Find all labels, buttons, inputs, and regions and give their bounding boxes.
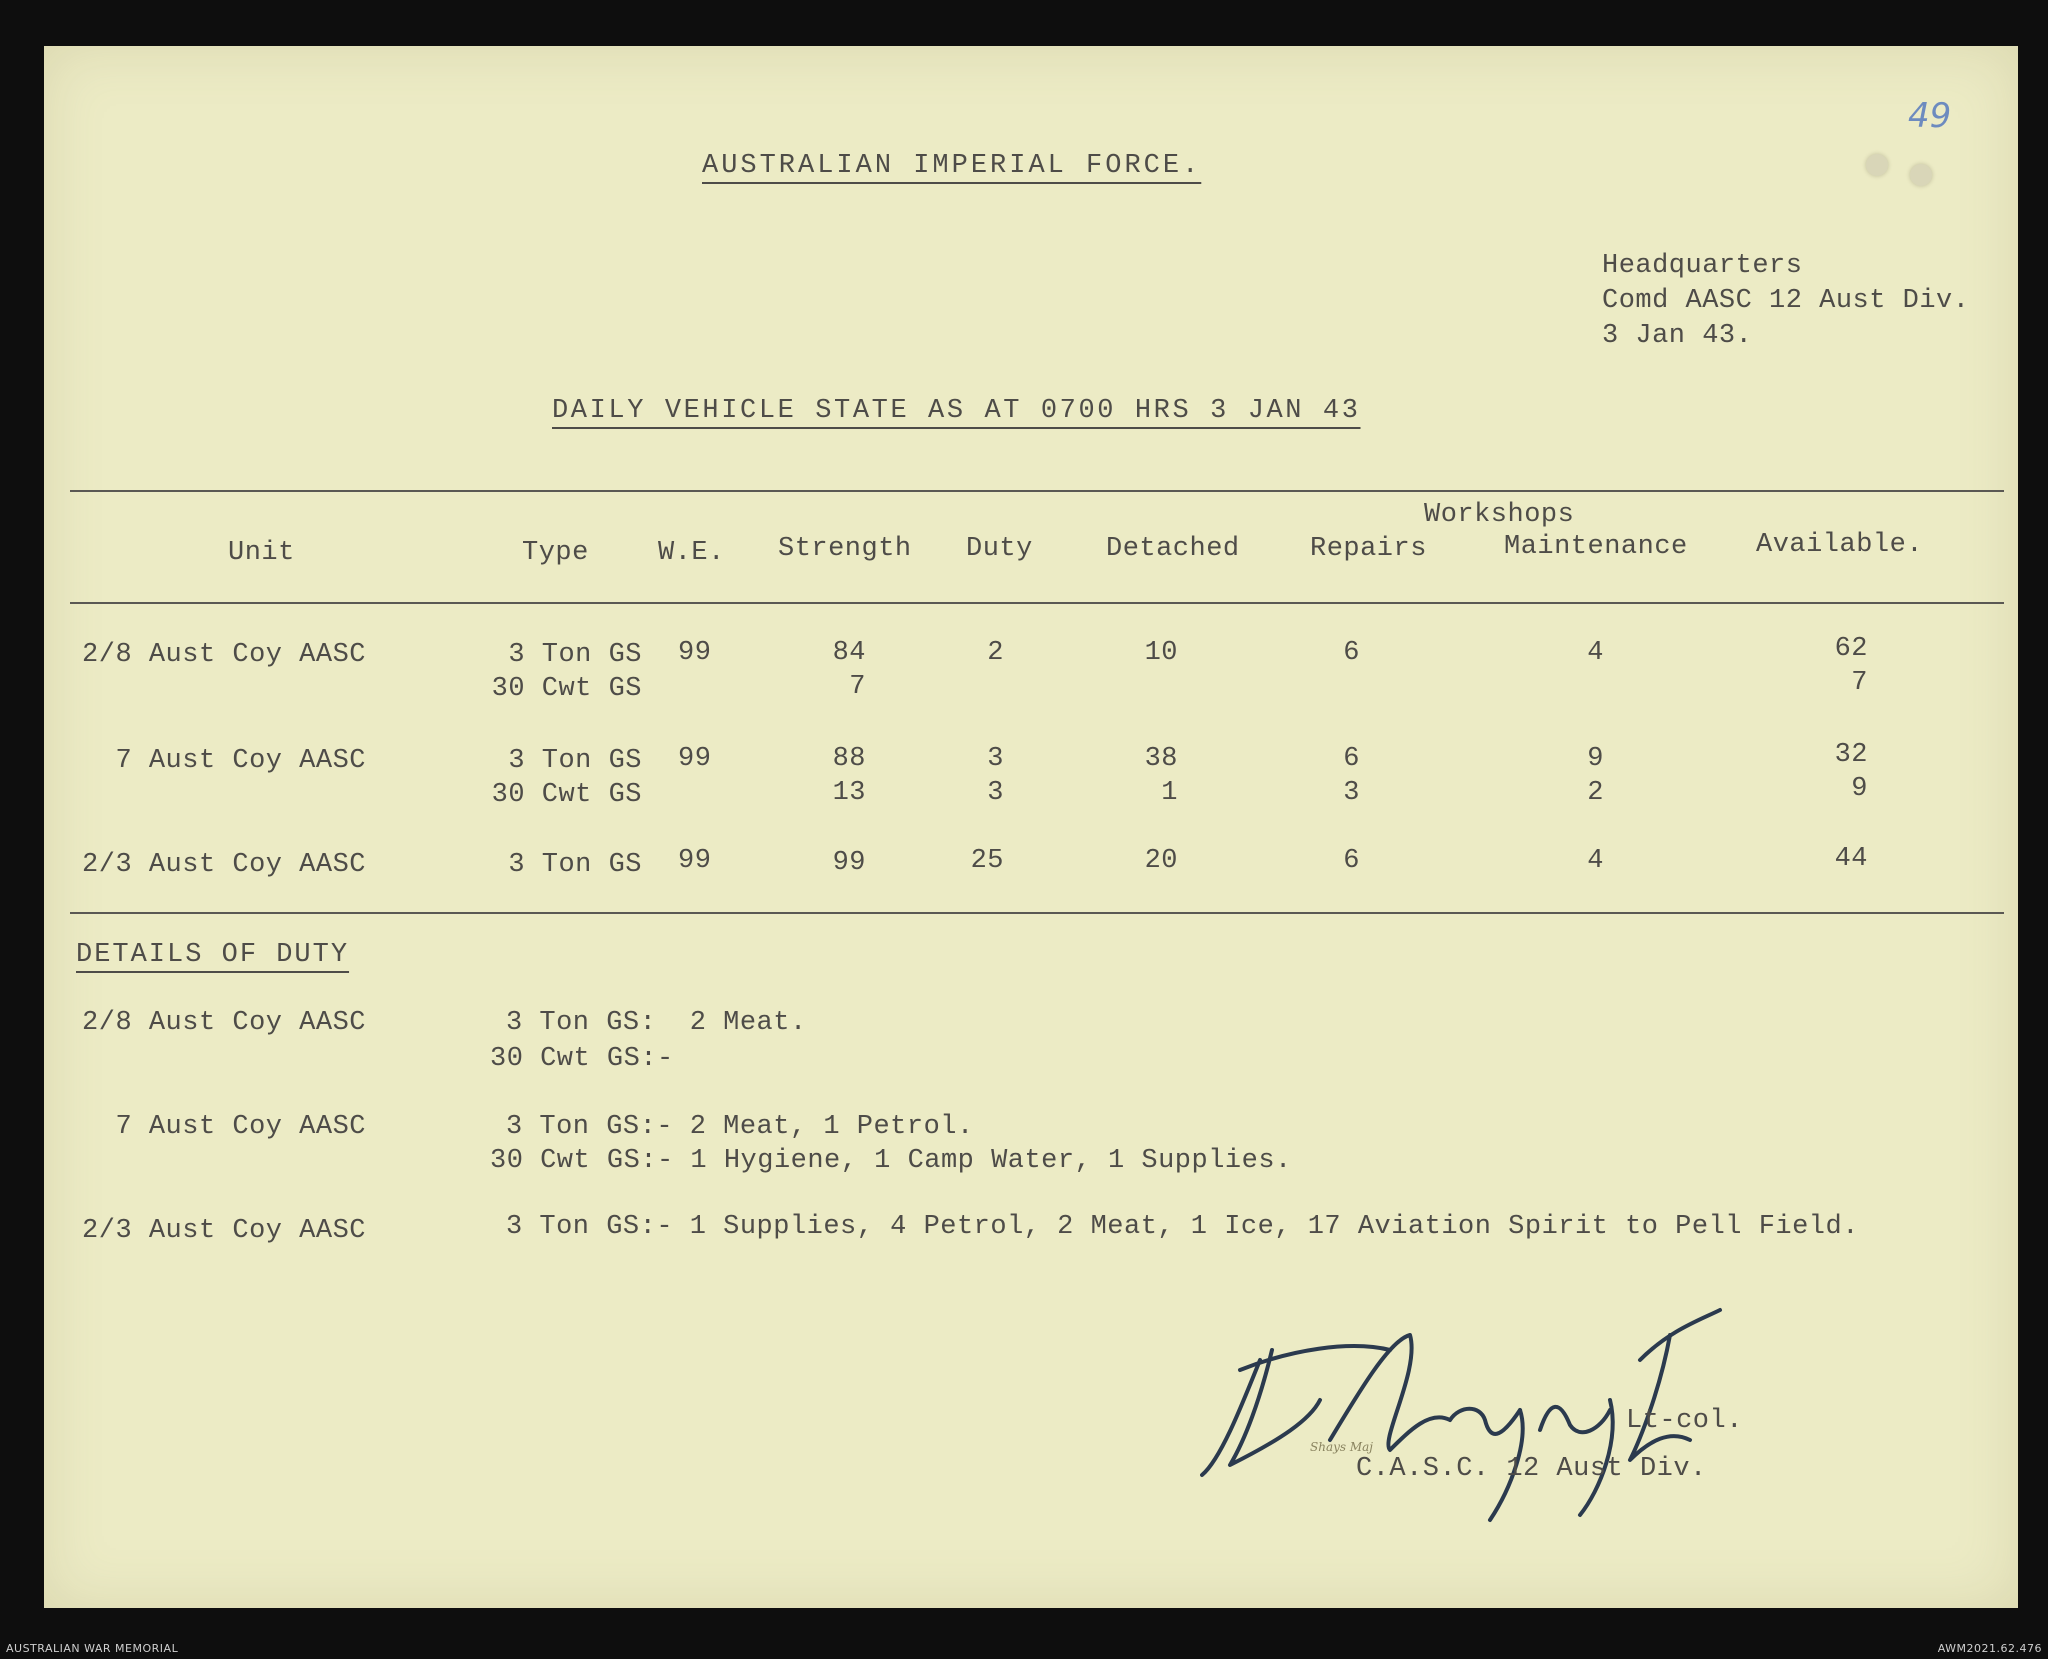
report-subtitle: DAILY VEHICLE STATE AS AT 0700 HRS 3 JAN 43 [552, 396, 1361, 426]
archive-footer-right: AWM2021.62.476 [1937, 1642, 2042, 1655]
row-unit: 2/8 Aust Coy AASC [82, 640, 366, 670]
row-we: 99 [678, 846, 712, 876]
row-detached: 1 [1161, 778, 1178, 808]
duty-unit: 2/3 Aust Coy AASC [82, 1216, 366, 1246]
row-available: 32 [1834, 740, 1868, 770]
duty-line: 3 Ton GS: 2 Meat. [506, 1008, 807, 1038]
row-repairs: 6 [1343, 744, 1360, 774]
col-repairs: Repairs [1310, 534, 1427, 564]
details-heading: DETAILS OF DUTY [76, 940, 350, 970]
row-duty: 25 [970, 846, 1004, 876]
duty-line: 3 Ton GS:- 1 Supplies, 4 Petrol, 2 Meat, 1 Ice, 17 Aviation Spirit to Pell Field. [506, 1212, 1859, 1242]
row-type: 3 Ton GS [508, 850, 642, 880]
hq-line-2: Comd AASC 12 Aust Div. [1602, 286, 1970, 316]
signature-appointment: C.A.S.C. 12 Aust Div. [1356, 1454, 1707, 1484]
duty-unit: 2/8 Aust Coy AASC [82, 1008, 366, 1038]
table-top-rule [70, 490, 2004, 492]
row-strength: 13 [832, 778, 866, 808]
row-repairs: 6 [1343, 846, 1360, 876]
signature-rank: Lt-col. [1626, 1406, 1743, 1436]
row-available: 9 [1851, 774, 1868, 804]
col-strength: Strength [778, 534, 912, 564]
row-maintenance: 4 [1587, 638, 1604, 668]
col-maintenance: Maintenance [1504, 532, 1688, 562]
row-type: 3 Ton GS [508, 640, 642, 670]
row-strength: 84 [832, 638, 866, 668]
row-unit: 2/3 Aust Coy AASC [82, 850, 366, 880]
row-duty: 3 [987, 778, 1004, 808]
row-available: 44 [1834, 844, 1868, 874]
row-we: 99 [678, 638, 712, 668]
table-bottom-rule [70, 912, 2004, 914]
col-duty: Duty [966, 534, 1033, 564]
row-type: 30 Cwt GS [491, 780, 642, 810]
punch-hole [1910, 164, 1932, 186]
duty-line: 30 Cwt GS:- 1 Hygiene, 1 Camp Water, 1 Supplies. [490, 1146, 1292, 1176]
row-strength: 99 [832, 848, 866, 878]
row-type: 3 Ton GS [508, 746, 642, 776]
hq-line-1: Headquarters [1602, 251, 1803, 281]
row-unit: 7 Aust Coy AASC [115, 746, 366, 776]
row-maintenance: 9 [1587, 744, 1604, 774]
col-we: W.E. [658, 538, 725, 568]
row-repairs: 6 [1343, 638, 1360, 668]
row-detached: 38 [1144, 744, 1178, 774]
table-header-rule [70, 602, 2004, 604]
row-strength: 7 [849, 672, 866, 702]
row-type: 30 Cwt GS [491, 674, 642, 704]
row-duty: 3 [987, 744, 1004, 774]
row-available: 62 [1834, 634, 1868, 664]
document-title: AUSTRALIAN IMPERIAL FORCE. [702, 151, 1202, 181]
row-we: 99 [678, 744, 712, 774]
duty-line: 3 Ton GS:- 2 Meat, 1 Petrol. [506, 1112, 974, 1142]
hq-date: 3 Jan 43. [1602, 321, 1753, 351]
row-detached: 20 [1144, 846, 1178, 876]
signature-name: Shays Maj [1310, 1440, 1374, 1454]
punch-hole [1866, 154, 1888, 176]
duty-line: 30 Cwt GS:- [490, 1044, 674, 1074]
col-available: Available. [1756, 530, 1924, 560]
col-detached: Detached [1106, 534, 1240, 564]
col-type: Type [522, 538, 589, 568]
row-repairs: 3 [1343, 778, 1360, 808]
workshops-label: Workshops [1424, 500, 1575, 530]
row-maintenance: 4 [1587, 846, 1604, 876]
archive-footer-left: AUSTRALIAN WAR MEMORIAL [6, 1642, 179, 1655]
row-detached: 10 [1144, 638, 1178, 668]
row-duty: 2 [987, 638, 1004, 668]
folio-number: 49 [1908, 96, 1952, 136]
row-strength: 88 [832, 744, 866, 774]
row-available: 7 [1851, 668, 1868, 698]
col-unit: Unit [228, 538, 295, 568]
row-maintenance: 2 [1587, 778, 1604, 808]
duty-unit: 7 Aust Coy AASC [115, 1112, 366, 1142]
